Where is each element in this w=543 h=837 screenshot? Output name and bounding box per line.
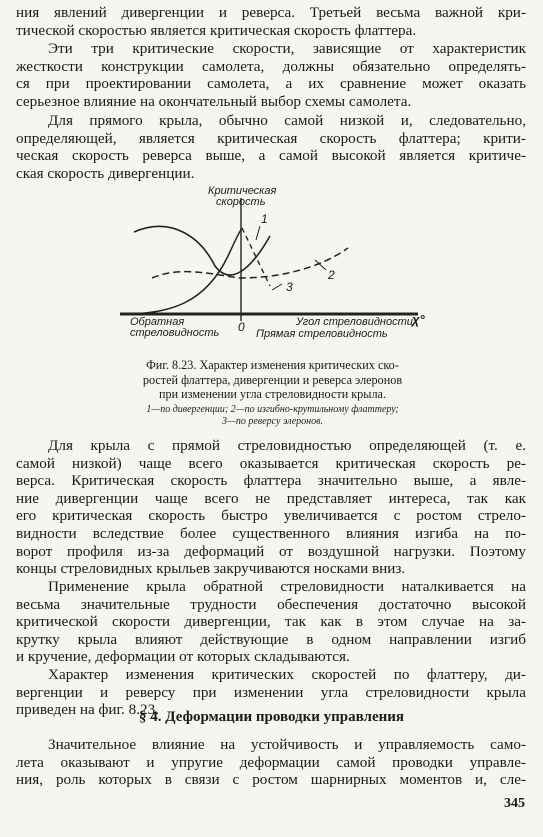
- paragraph-7: [16, 736, 526, 789]
- text-line: самой низкой) чаще всего оказывается критическая скорость ре-: [16, 454, 526, 472]
- text-line: крутку крыла влияют действующие в одном направлении изгиб: [16, 630, 526, 648]
- text-line: видности вследствие более существенного влияния изгиба на по-: [16, 524, 526, 542]
- caption-line: при изменении угла стреловидности крыла.: [158, 387, 387, 401]
- left-label-1: Обратная: [130, 316, 185, 328]
- section-heading: § 4. Деформации проводки управления: [138, 709, 405, 725]
- text-line: весьма значительные трудности обеспечения достаточно высокой: [16, 595, 526, 613]
- caption-line: Фиг. 8.23. Характер изменения критических ско-: [146, 358, 399, 372]
- caption-line: ростей флаттера, дивергенции и реверса элеронов: [142, 372, 403, 387]
- text-line: ся при проектировании самолета, а их сравнение может оказать: [16, 75, 526, 93]
- axis-symbol: χ°: [412, 312, 425, 327]
- curve-2-label: 2: [328, 268, 335, 282]
- origin-label: 0: [238, 320, 245, 334]
- text-line: ворот профиля из-за деформаций от воздушной нагрузки. Поэтому: [16, 542, 526, 560]
- text-line: тической скоростью является критическая скорость флаттера.: [16, 21, 417, 39]
- text-line: определяющей, является критическая скорость флаттера; крити-: [16, 129, 526, 147]
- leader-3: [272, 284, 282, 290]
- text-line: ния явлений дивергенции и реверса. Третьей весьма важной кри-: [16, 4, 526, 21]
- text-line: критической скорости дивергенции, так как в этом случае на за-: [16, 613, 526, 631]
- text-line: серьезное влияние на окончательный выбор схемы самолета.: [16, 92, 412, 110]
- paragraph-2: [16, 40, 526, 110]
- y-axis-label-1: Критическая: [208, 185, 277, 197]
- text-line: вергенции и реверсу при изменении угла стреловидности крыла: [16, 683, 526, 701]
- curve-1-label: 1: [261, 212, 268, 226]
- paragraph-4: [16, 437, 526, 578]
- text-line: Эти три критические скорости, зависящие от характеристик: [48, 40, 526, 57]
- right-label-2: Прямая стреловидность: [256, 328, 388, 340]
- text-line: лета оказывают и упругие деформации самой проводки управле-: [16, 753, 526, 771]
- legend-line: 1—по дивергенции; 2—по изгибно-крутильному флаттеру;: [146, 404, 399, 415]
- curve-1-divergence: [134, 226, 270, 275]
- text-line: Для прямого крыла, обычно самой низкой и, следовательно,: [48, 112, 526, 129]
- right-label-1: Угол стреловидности: [296, 316, 413, 328]
- text-line: Характер изменения критических скоростей по флаттеру, ди-: [48, 666, 526, 683]
- left-label-2: стреловидность: [130, 327, 220, 339]
- figure-caption: [90, 358, 455, 402]
- text-line: жесткости конструкции самолета, должны обязательно определять-: [16, 57, 526, 75]
- figure-8-23: [110, 186, 440, 346]
- text-line: приведен на фиг. 8.23.: [16, 701, 159, 719]
- text-line: ния, роль которых в связи с ростом шарнирных моментов и, сле-: [16, 771, 526, 789]
- text-line: Применение крыла обратной стреловидности наталкивается на: [48, 578, 526, 595]
- leader-1: [256, 226, 260, 240]
- y-axis-label-2: скорость: [216, 196, 266, 208]
- text-line: Для крыла с прямой стреловидностью определяющей (т. е.: [48, 437, 526, 454]
- paragraph-1: [16, 4, 526, 39]
- legend-line: 3—по реверсу элеронов.: [222, 416, 323, 427]
- text-line: ская скорость дивергенции.: [16, 164, 195, 182]
- text-line: ческая скорость реверса выше, а самой высокой является критиче-: [16, 147, 526, 165]
- text-line: и кручение, деформации от которых складываются.: [16, 648, 350, 666]
- text-line: верса. Критическая скорость флаттера значительно выше, а явле-: [16, 472, 526, 490]
- figure-legend: [90, 404, 455, 428]
- text-line: Значительное влияние на устойчивость и управляемость само-: [48, 736, 526, 753]
- paragraph-5: [16, 578, 526, 666]
- page-number: 345: [504, 796, 525, 811]
- text-line: концы стреловидных крыльев закручиваются носками вниз.: [16, 560, 406, 578]
- text-line: его критическая скорость быстро увеличивается с ростом стрело-: [16, 507, 526, 525]
- paragraph-3: [16, 112, 526, 182]
- text-line: ние дивергенции чаще всего не представляет интереса, так как: [16, 489, 526, 507]
- curve-3-label: 3: [286, 280, 293, 294]
